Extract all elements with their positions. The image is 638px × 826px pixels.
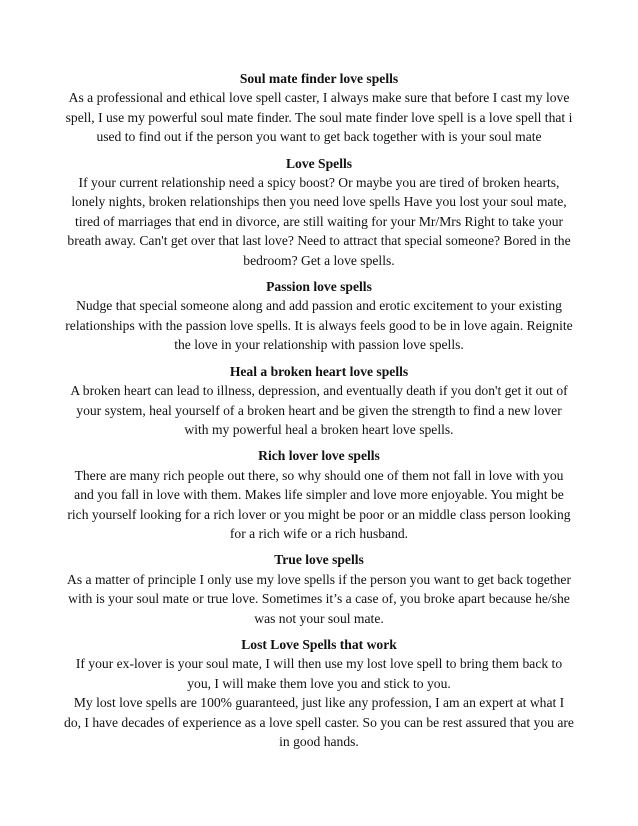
section-gap <box>64 439 574 446</box>
section-rich-lover <box>64 446 574 543</box>
section-love-spells <box>64 154 574 270</box>
section-gap <box>64 543 574 550</box>
section-true-love <box>64 550 574 628</box>
section-gap <box>64 628 574 635</box>
section-title: Love Spells <box>285 155 353 171</box>
section-title: Lost Love Spells that work <box>241 636 397 652</box>
section-paragraph: As a professional and ethical love spell caster, I always make sure that before I cast my love spell, I use my powerful soul mate finder. The soul mate finder love spell is a love spell that i used to find out if the person you want to get back together with is your soul mate <box>65 90 573 145</box>
section-paragraph: My lost love spells are 100% guaranteed, just like any profession, I am an expert at what I do, I have decades of experience as a love spell caster. So you can be rest assured that you are in good hands. <box>64 695 574 749</box>
section-paragraph: There are many rich people out there, so why should one of them not fall in love with you and you fall in love with them. Makes life simpler and love more enjoyable. You might be rich yourself looking for a rich lover or you might be poor or an middle class person looking for a rich wife or a rich husband. <box>67 467 571 541</box>
section-title: Heal a broken heart love spells <box>229 363 409 379</box>
section-paragraph: If your ex-lover is your soul mate, I will then use my lost love spell to bring them back to you, I will make them love you and stick to you. <box>75 656 563 691</box>
section-heal-broken-heart <box>64 362 574 440</box>
section-soul-mate-finder <box>64 69 574 147</box>
section-title: Soul mate finder love spells <box>239 71 399 86</box>
section-title: True love spells <box>274 552 364 568</box>
section-lost-love <box>64 635 574 751</box>
section-gap <box>64 270 574 277</box>
section-paragraph: Nudge that special someone along and add passion and erotic excitement to your existing relationships with the passion love spells. It is always feels good to be in love again. Reignite the love in your relationship with passion love spells. <box>65 298 573 353</box>
document-page <box>64 69 574 751</box>
section-passion-love-spells <box>64 277 574 355</box>
section-title: Passion love spells <box>266 279 372 295</box>
section-gap <box>64 147 574 154</box>
section-gap <box>64 355 574 362</box>
section-paragraph: As a matter of principle I only use my love spells if the person you want to get back together with is your soul mate or true love. Sometimes it’s a case of, you broke apart because he/she was not your soul mate. <box>67 571 571 626</box>
section-paragraph: If your current relationship need a spicy boost? Or maybe you are tired of broken hearts, lonely nights, broken relationships then you need love spells Have you lost your soul mate, tired of marriages that end in divorce, are still waiting for your Mr/Mrs Right to take your breath away. Can't get over that last love? Need to attract that special someone? Bored in the bedroom? Get a love spells. <box>67 175 571 268</box>
section-paragraph: A broken heart can lead to illness, depression, and eventually death if you don't get it out of your system, heal yourself of a broken heart and be given the strength to find a new lover with my powerful heal a broken heart love spells. <box>70 383 568 437</box>
section-title: Rich lover love spells <box>258 448 380 464</box>
